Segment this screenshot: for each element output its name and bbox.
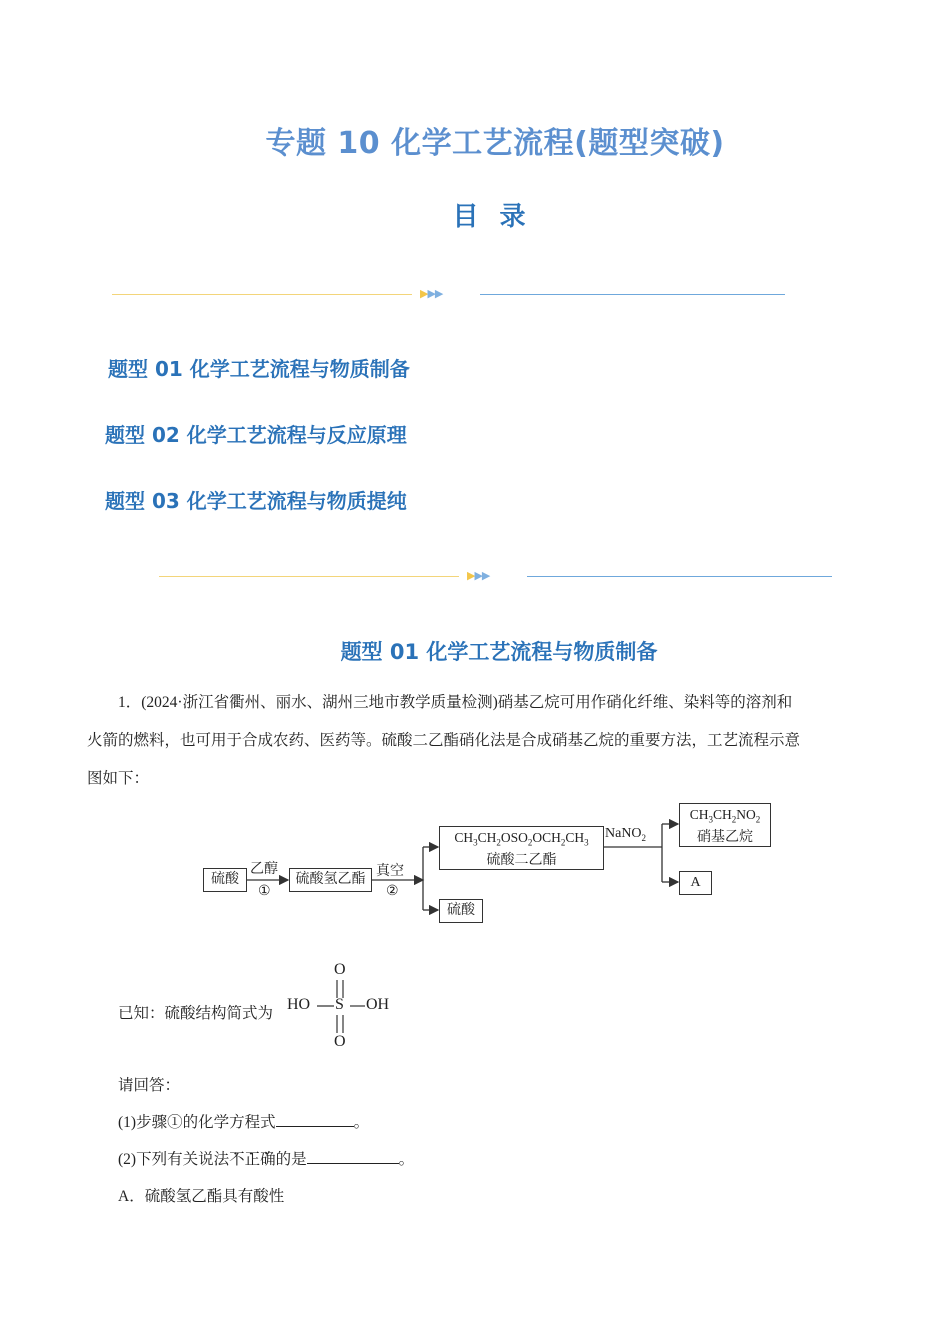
q1-suffix: 。 [353,1114,370,1131]
box-nitroethane [679,803,771,847]
toc-item-01[interactable]: 题型 01 化学工艺流程与物质制备 [108,357,410,381]
q2-emph-char-3: 确 [260,1151,276,1168]
sulfuric-acid-structure [287,960,397,1055]
box-ethyl-hydrogen-sulfate: 硫酸氢乙酯 [289,868,372,892]
arrow2-top-label: 真空 [376,864,404,879]
q2-text: (2)下列有关说法 [118,1151,230,1168]
question-line-1: 1．(2024·浙江省衢州、丽水、湖州三地市教学质量检测)硝基乙烷可用作硝化纤维、染料等的溶剂和 [118,694,793,711]
process-flow-diagram [200,800,780,930]
box-product-a: A [679,871,712,895]
question-2 [118,1142,414,1177]
question-1 [118,1105,369,1140]
arrow3-label: NaNO$_2$ [605,826,647,843]
toc-item-03[interactable]: 题型 03 化学工艺流程与物质提纯 [105,489,407,513]
nitroethane-name: 硝基乙烷 [697,829,753,845]
structure-oh: OH [366,996,390,1013]
divider-bottom: ▶▶▶ [159,565,839,589]
q2-middle: 的是 [275,1151,307,1168]
q1-answer-blank[interactable] [276,1112,354,1127]
structure-o-bottom: O [334,1033,346,1050]
toc-title: 目 录 [452,202,532,232]
question-line-3: 图如下： [87,770,150,787]
diethyl-sulfate-formula: $CH_3CH_2OSO_2OCH_2CH_3$ [454,830,589,848]
q2-suffix: 。 [398,1151,415,1168]
q1-text: (1)步骤①的化学方程式 [118,1114,276,1131]
arrow2-bottom-label: ② [386,884,399,899]
nitroethane-formula: $CH_3CH_2NO_2$ [689,807,761,825]
q2-answer-blank[interactable] [307,1149,399,1164]
known-text: 已知：硫酸结构简式为 [118,1005,274,1022]
structure-s: S [335,996,344,1013]
question-line-2: 火箭的燃料，也可用于合成农药、医药等。硫酸二乙酯硝化法是合成硝基乙烷的重要方法，工艺流程示意 [87,732,801,749]
toc-item-02[interactable]: 题型 02 化学工艺流程与反应原理 [105,423,407,447]
structure-ho: HO [287,996,311,1013]
page-title: 专题 10 化学工艺流程(题型突破) [265,126,725,161]
section-heading: 题型 01 化学工艺流程与物质制备 [340,640,658,664]
q2-emphasis [229,1151,276,1168]
arrow1-top-label: 乙醇 [250,862,278,877]
box-sulfuric-acid-byproduct: 硫酸 [439,899,483,923]
q2-emph-char-1: 不 [229,1151,245,1168]
option-a[interactable]: A．硫酸氢乙酯具有酸性 [118,1188,285,1205]
box-sulfuric-acid: 硫酸 [203,868,247,892]
structure-o-top: O [334,961,346,978]
diethyl-sulfate-name: 硫酸二乙酯 [486,852,557,868]
divider-top: ▶▶▶ [112,283,792,307]
box-diethyl-sulfate [439,826,604,870]
arrow1-bottom-label: ① [258,884,271,899]
q2-emph-char-2: 正 [244,1151,261,1168]
prompt-text: 请回答： [118,1077,181,1094]
